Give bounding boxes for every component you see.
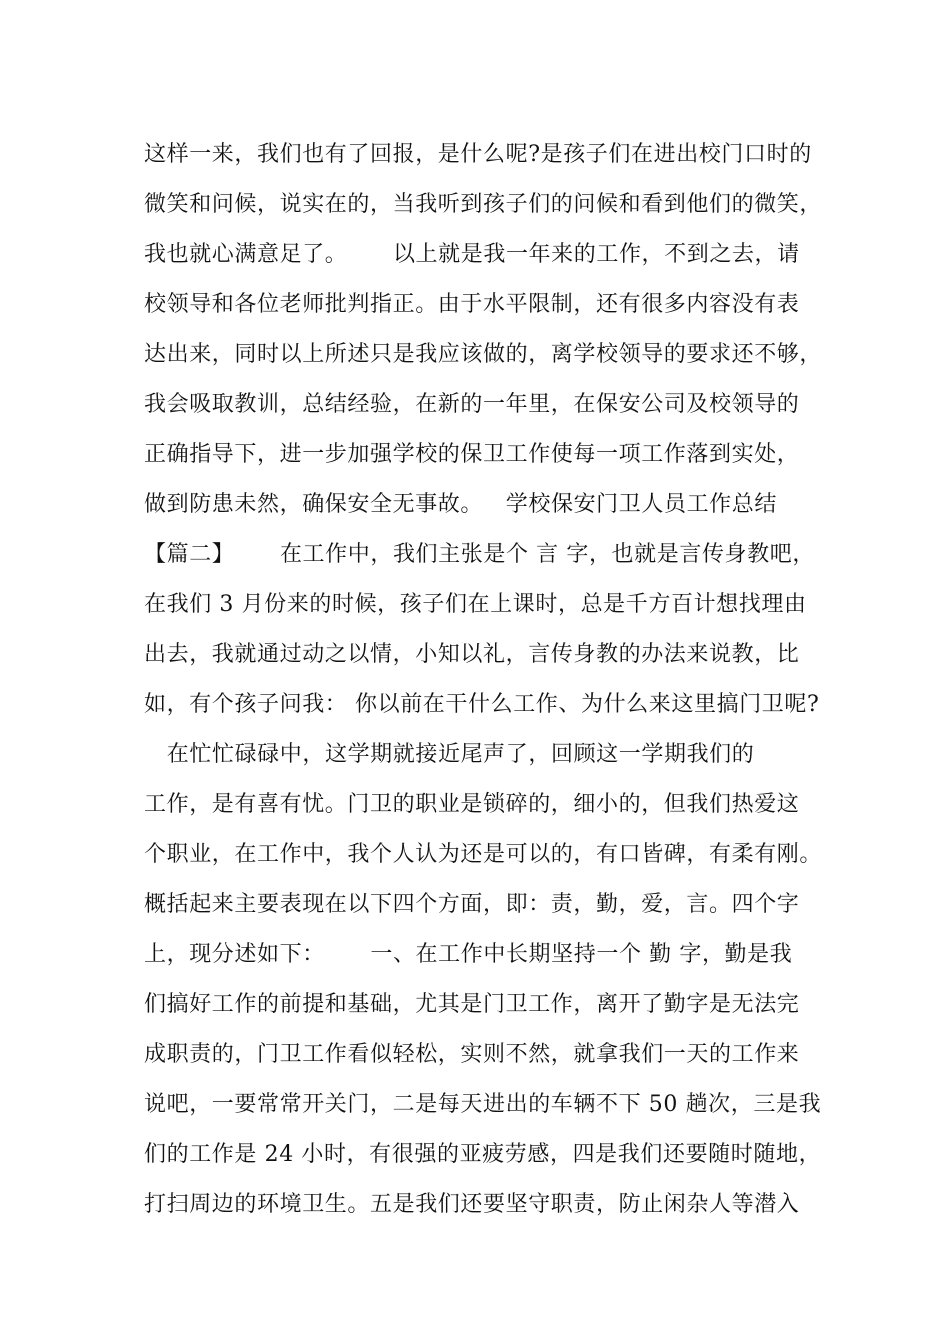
text-line: 校领导和各位老师批判指正。由于水平限制，还有很多内容没有表 [144, 292, 800, 317]
text-line: 成职责的，门卫工作看似轻松，实则不然，就拿我们一天的工作来 [144, 1042, 800, 1067]
text-line: 正确指导下，进一步加强学校的保卫工作使每一项工作落到实处， [144, 442, 800, 467]
text-line: 【篇二】 在工作中，我们主张是个 言 字，也就是言传身教吧， [144, 542, 815, 567]
document-body [144, 130, 824, 1230]
text-line: 们的工作是 24 小时，有很强的亚疲劳感，四是我们还要随时随地， [144, 1142, 822, 1167]
text-line: 在我们 3 月份来的时候，孩子们在上课时，总是千方百计想找理由 [144, 592, 807, 617]
text-line: 我会吸取教训，总结经验，在新的一年里，在保安公司及校领导的 [144, 392, 800, 417]
text-line: 如，有个孩子问我： 你以前在干什么工作、为什么来这里搞门卫呢? [144, 692, 820, 717]
text-line: 打扫周边的环境卫生。五是我们还要坚守职责，防止闲杂人等潜入 [144, 1192, 800, 1217]
text-line: 概括起来主要表现在以下四个方面，即：责，勤，爱，言。四个字 [144, 892, 800, 917]
text-line: 微笑和问候，说实在的，当我听到孩子们的问候和看到他们的微笑， [144, 192, 823, 217]
text-line: 说吧，一要常常开关门，二是每天进出的车辆不下 50 趟次，三是我 [144, 1092, 822, 1117]
text-line: 这样一来，我们也有了回报，是什么呢?是孩子们在进出校门口时的 [144, 142, 812, 167]
text-line: 上，现分述如下： 一、在工作中长期坚持一个 勤 字，勤是我 [144, 942, 793, 967]
text-line: 我也就心满意足了。 以上就是我一年来的工作，不到之去，请 [144, 242, 800, 267]
text-line: 个职业，在工作中，我个人认为还是可以的，有口皆碑，有柔有刚。 [144, 842, 823, 867]
text-line: 们搞好工作的前提和基础，尤其是门卫工作，离开了勤字是无法完 [144, 992, 800, 1017]
text-line: 达出来，同时以上所述只是我应该做的，离学校领导的要求还不够， [144, 342, 823, 367]
text-line: 工作，是有喜有忧。门卫的职业是锁碎的，细小的，但我们热爱这 [144, 792, 800, 817]
text-line: 出去，我就通过动之以情，小知以礼，言传身教的办法来说教，比 [144, 642, 800, 667]
text-line: 在忙忙碌碌中，这学期就接近尾声了，回顾这一学期我们的 [144, 742, 755, 767]
text-line: 做到防患未然，确保安全无事故。 学校保安门卫人员工作总结 [144, 492, 777, 517]
